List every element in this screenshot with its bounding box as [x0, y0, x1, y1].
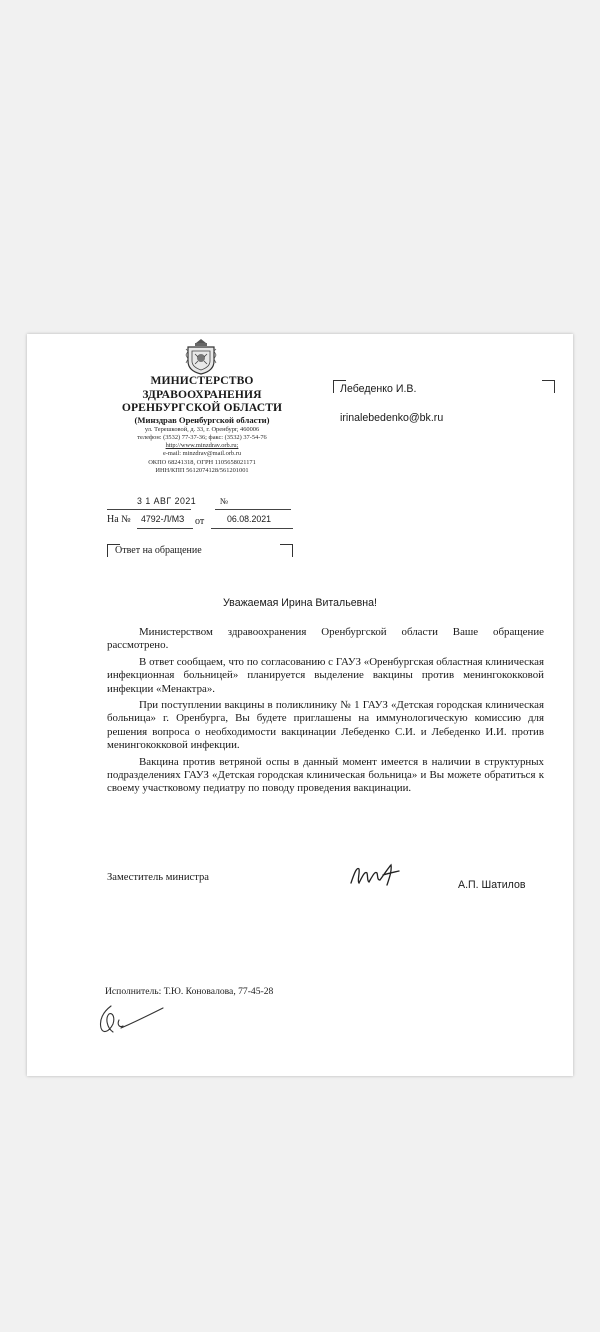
ministry-title-line-1: МИНИСТЕРСТВО — [150, 374, 254, 387]
ministry-website: http://www.minzdrav.orb.ru; — [165, 442, 239, 450]
reference-date-underline — [211, 528, 293, 529]
reference-line — [107, 514, 272, 527]
reference-date: 06.08.2021 — [227, 514, 272, 524]
executor-line: Исполнитель: Т.Ю. Коновалова, 77-45-28 — [105, 986, 274, 997]
coat-of-arms-icon — [185, 339, 217, 375]
registration-date: 3 1 АВГ 2021 — [137, 496, 197, 506]
ministry-short-name: (Минздрав Оренбургской области) — [134, 414, 270, 425]
reference-number-underline — [137, 528, 193, 529]
recipient-email: irinalebedenko@bk.ru — [340, 412, 444, 424]
signatory-name: А.П. Шатилов — [458, 879, 526, 891]
greeting: Уважаемая Ирина Витальевна! — [223, 597, 377, 609]
letter-page — [27, 334, 573, 1076]
registration-number-underline — [215, 509, 291, 510]
ministry-okpo: ОКПО 68241318, ОГРН 1105658021171 — [148, 458, 256, 466]
signatory-title: Заместитель министра — [107, 872, 209, 883]
letter-body — [107, 626, 544, 799]
ministry-header — [91, 374, 313, 475]
registration-number-label: № — [220, 496, 229, 506]
recipient-name: Лебеденко И.В. — [340, 383, 417, 395]
ministry-title-line-3: ОРЕНБУРГСКОЙ ОБЛАСТИ — [121, 401, 283, 415]
reference-from-label: от — [195, 516, 205, 527]
registration-date-underline — [107, 509, 191, 510]
recipient-bracket-right — [542, 380, 555, 393]
reference-prefix: На № — [107, 514, 131, 525]
letter-subject: Ответ на обращение — [115, 545, 202, 556]
ministry-title-line-2: ЗДРАВООХРАНЕНИЯ — [142, 387, 262, 401]
ministry-email: e-mail: minzdrav@mail.orb.ru — [162, 450, 242, 458]
body-paragraph-3: При поступлении вакцины в поликлинику № 1 ГАУЗ «Детская городская клиническая больница» г. Оренбурга, Вы будете приглашены на иммунологическую комиссию для решения вопроса о необходимости вакцинации Лебеденко С.И. и Лебеденко И.И. против менингококковой инфекции. — [107, 699, 544, 752]
body-paragraph-1: Министерством здравоохранения Оренбургской области Ваше обращение рассмотрено. — [107, 626, 544, 652]
subject-bracket-right — [280, 544, 293, 557]
ministry-phone: телефон: (3532) 77-37-36; факс: (3532) 37-54-76 — [137, 433, 267, 441]
body-paragraph-2: В ответ сообщаем, что по согласованию с ГАУЗ «Оренбургская областная клиническая инфекционная больницей» планируется выделение вакцины против менингококковой инфекции «Менактра». — [107, 655, 544, 695]
ministry-inn: ИНН/КПП 5612074128/561201001 — [155, 466, 249, 474]
reference-number: 4792-Л/МЗ — [141, 514, 185, 524]
executor-signature — [91, 998, 167, 1044]
handwritten-signature — [347, 861, 403, 889]
ministry-address: ул. Терешковой, д. 33, г. Оренбург, 460006 — [144, 425, 260, 433]
body-paragraph-4: Вакцина против ветряной оспы в данный момент имеется в наличии в структурных подразделениях ГАУЗ «Детская городская клиническая больница» и Вы можете обратиться к своему участковому педиатру по поводу проведения вакцинации. — [107, 755, 544, 795]
